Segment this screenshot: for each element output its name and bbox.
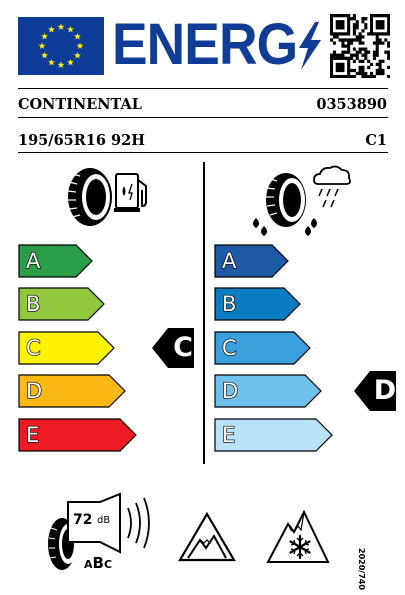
eu-star-icon (58, 61, 65, 68)
noise-class-letters (84, 553, 112, 572)
divider-line (18, 152, 388, 153)
rating-letter: E (26, 423, 40, 447)
eu-star-icon (48, 59, 55, 66)
ice-grip-snowflake-icon (266, 508, 330, 568)
rain-cloud-tyre-icon (248, 162, 358, 242)
noise-class-a: A (84, 558, 93, 571)
rating-letter: B (26, 292, 41, 316)
qr-code-icon[interactable] (330, 14, 390, 78)
rating-letter: A (222, 249, 237, 273)
noise-class-b: B (92, 554, 104, 572)
rating-letter: B (222, 292, 237, 316)
eu-star-icon (74, 33, 81, 40)
eu-star-icon (41, 52, 48, 59)
divider-line (18, 88, 388, 89)
section-divider (203, 162, 205, 464)
noise-unit: dB (97, 515, 111, 526)
snow-grip-mountain-icon (178, 512, 236, 568)
eu-star-icon (67, 59, 74, 66)
tyre-class: C1 (365, 132, 387, 149)
eu-star-icon (77, 42, 84, 49)
rating-letter: C (26, 336, 41, 360)
rating-letter: C (222, 336, 237, 360)
eu-star-icon (39, 42, 46, 49)
eu-star-icon (67, 26, 74, 33)
divider-line (18, 117, 388, 118)
noise-value: 72 (73, 512, 93, 528)
supplier-name: CONTINENTAL (18, 96, 143, 113)
rating-letter: A (26, 249, 41, 273)
rating-letter: E (222, 423, 236, 447)
eu-star-icon (58, 23, 65, 30)
eu-flag-icon (18, 17, 104, 75)
rating-letter: D (26, 379, 43, 403)
regulation-number: 2020/740 (357, 548, 366, 590)
eu-star-icon (48, 26, 55, 33)
tyre-type-id: 0353890 (316, 96, 387, 113)
wet-grip-rating-marker: D (354, 371, 396, 415)
fuel-rating-marker: C (152, 328, 194, 372)
noise-class-c: C (103, 558, 113, 571)
tyre-size: 195/65R16 92H (18, 132, 145, 149)
energy-title: ENERG (112, 12, 298, 77)
eu-star-icon (74, 52, 81, 59)
eu-star-icon (41, 33, 48, 40)
rating-letter: D (222, 379, 239, 403)
fuel-pump-tyre-icon (62, 166, 152, 232)
lightning-bolt-icon (293, 22, 325, 74)
